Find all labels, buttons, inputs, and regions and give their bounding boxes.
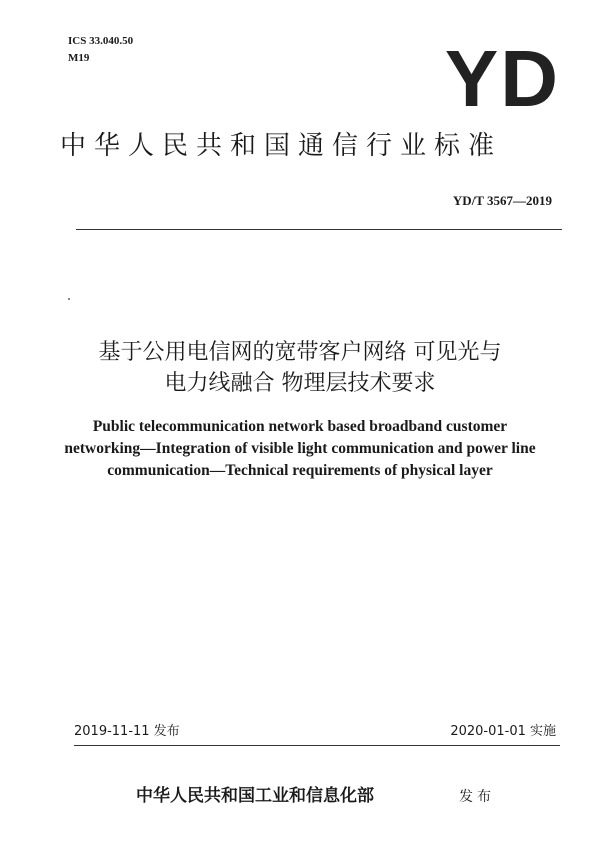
publisher-name: 中华人民共和国工业和信息化部 — [136, 786, 374, 806]
chinese-title-line-1: 基于公用电信网的宽带客户网络 可见光与 — [98, 340, 502, 365]
classification-code: M19 — [68, 52, 90, 64]
standard-category-title: 中华人民共和国通信行业标准 — [60, 131, 503, 161]
english-title-line-3: communication—Technical requirements of physical layer — [107, 462, 493, 479]
top-divider — [76, 229, 562, 230]
english-title-line-1: Public telecommunication network based broadband customer — [92, 418, 508, 435]
publish-label: 发布 — [459, 789, 495, 805]
issue-date: 2019-11-11 发布 — [74, 724, 180, 739]
ics-code: ICS 33.040.50 — [68, 35, 134, 47]
speck — [68, 298, 70, 300]
yd-logo: YD — [444, 34, 560, 123]
bottom-divider — [74, 745, 560, 746]
chinese-title-line-2: 电力线融合 物理层技术要求 — [164, 371, 436, 396]
implementation-date: 2020-01-01 实施 — [450, 724, 556, 739]
standard-number: YD/T 3567—2019 — [452, 193, 552, 208]
chinese-title — [40, 337, 560, 399]
english-title — [40, 416, 560, 482]
english-title-line-2: networking—Integration of visible light communication and power line — [64, 440, 536, 457]
